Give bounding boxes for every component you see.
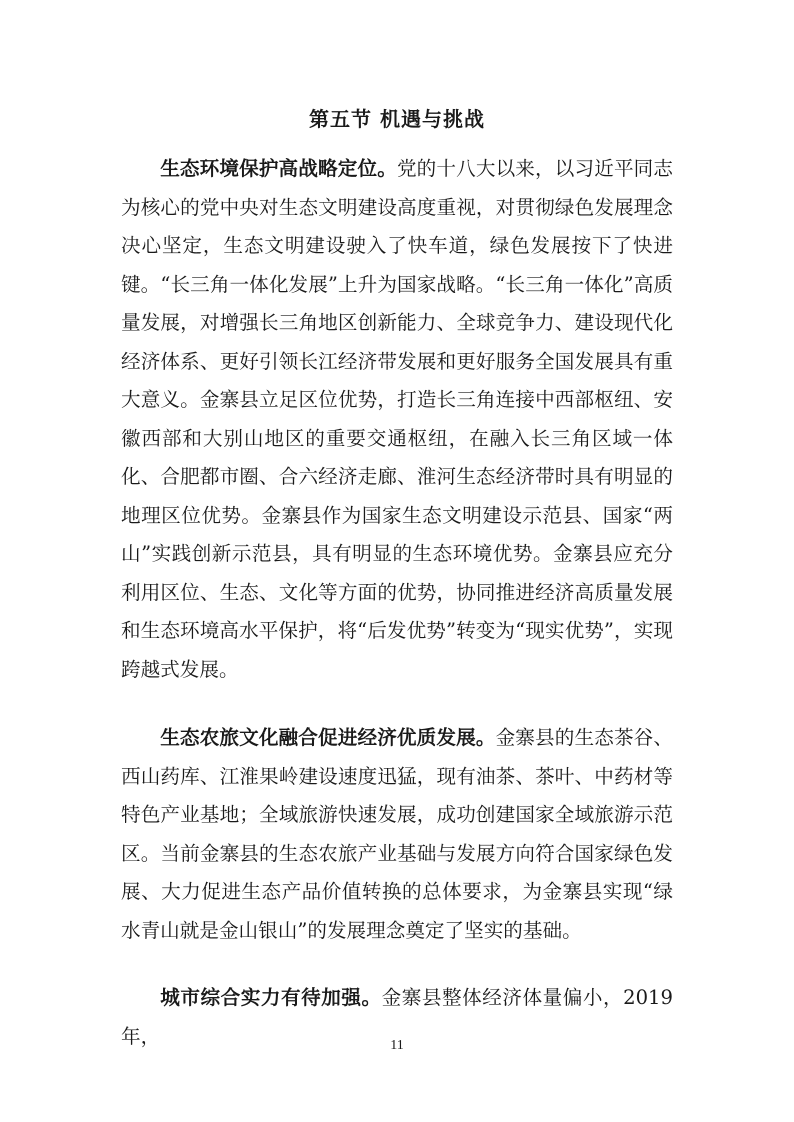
paragraph-body-text: 党的十八大以来，以习近平同志为核心的党中央对生态文明建设高度重视，对贯彻绿色发展理念决心坚定，生态文明建设驶入了快车道，绿色发展按下了快进键。“长三角一体化发展”上升为国家战略。“长三角一体化”高质量发展，对增强长三角地区创新能力、全球竞争力、建设现代化经济体系、更好引领长江经济带发展和更好服务全国发展具有重大意义。金寨县立足区位优势，打造长三角连接中西部枢纽、安徽西部和大别山地区的重要交通枢纽，在融入长三角区域一体化、合肥都市圈、合六经济走廊、淮河生态经济带时具有明显的地理区位优势。金寨县作为国家生态文明建设示范县、国家“两山”实践创新示范县，具有明显的生态环境优势。金寨县应充分利用区位、生态、文化等方面的优势，协同推进经济高质量发展和生态环境高水平保护，将“后发优势”转变为“现实优势”，实现跨越式发展。 <box>121 157 674 681</box>
section-title: 第五节 机遇与挑战 <box>309 107 485 131</box>
paragraph-lead-heading: 生态农旅文化融合促进经济优质发展。 <box>160 726 496 749</box>
paragraph-lead-heading: 城市综合实力有待加强。 <box>160 986 382 1009</box>
paragraph-block <box>121 150 673 689</box>
paragraph-body-text: 金寨县整体经济体量偏小，2019 年， <box>121 986 673 1048</box>
page-number: 11 <box>390 1038 404 1053</box>
paragraph <box>121 150 673 689</box>
paragraph-body-text: 金寨县的生态茶谷、西山药库、江淮果岭建设速度迅猛，现有油茶、茶叶、中药材等特色产业基地；全域旅游快速发展，成功创建国家全域旅游示范区。当前金寨县的生态农旅产业基础与发展方向符合国家绿色发展、大力促进生态产品价值转换的总体要求，为金寨县实现“绿水青山就是金山银山”的发展理念奠定了坚实的基础。 <box>121 726 674 942</box>
paragraph-block <box>121 719 673 950</box>
paragraph-lead-heading: 生态环境保护高战略定位。 <box>160 157 397 180</box>
paragraph <box>121 719 673 950</box>
